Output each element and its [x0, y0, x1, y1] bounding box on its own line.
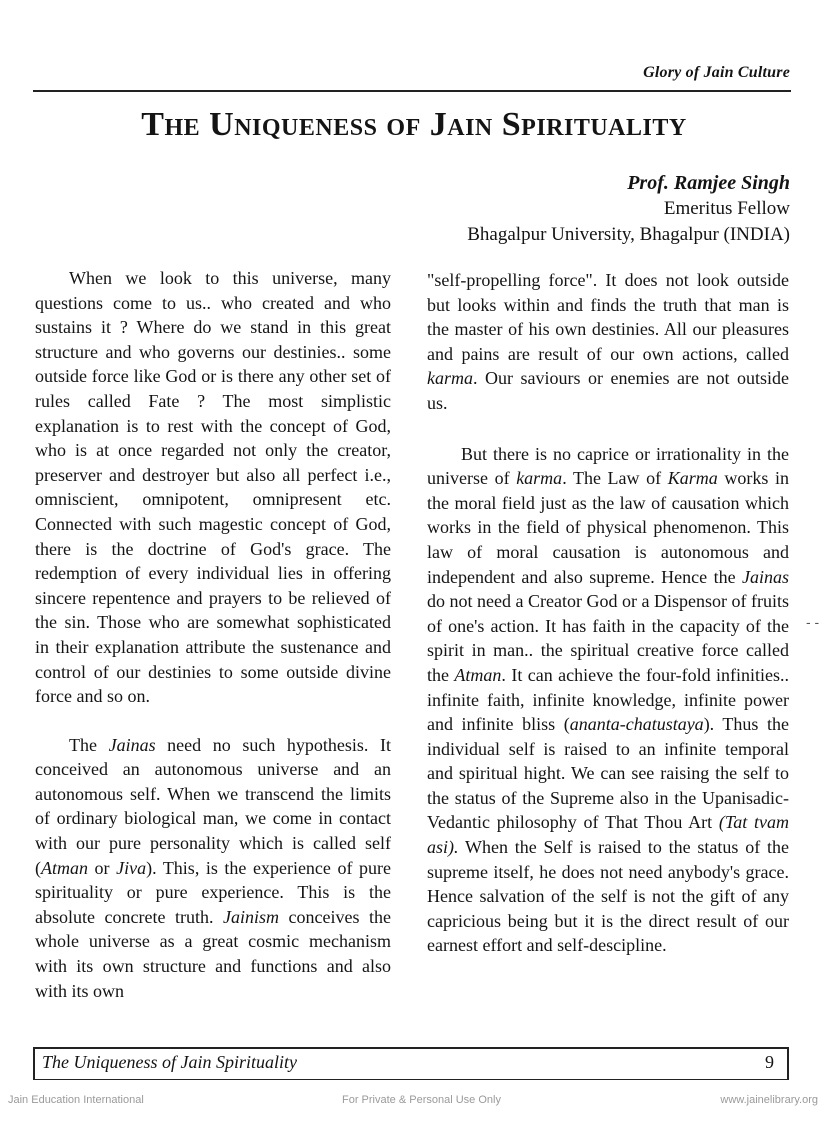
author-position: Emeritus Fellow	[663, 198, 790, 219]
author-name: Prof. Ramjee Singh	[627, 172, 790, 194]
text-run: "self-propelling force". It does not look outside but looks within and finds the truth that man is the master of his own destinies. All our pleasures and pains are result of our own actions, called	[427, 270, 789, 364]
right-column	[427, 268, 789, 982]
article-title: The Uniqueness of Jain Spirituality	[141, 106, 687, 143]
text-run: The	[69, 734, 109, 755]
text-run: do not need a Creator God or a Dispensor of fruits of one's action. It has faith in the capacity of the spirit in man.. the spiritual creative force called the	[427, 591, 789, 685]
text-run: . Our saviours or enemies are not outside us.	[427, 368, 789, 413]
italic-term: Jainas	[108, 734, 156, 755]
italic-term: (Tat tvam asi).	[427, 812, 789, 858]
text-run: ). This, is the experience of pure spirituality or pure experience. This is the absolute concrete truth.	[35, 857, 391, 927]
text-run: need no such hypothesis. It conceived an autonomous universe and an autonomous self. When we transcend the limits of ordinary biological man, we come in contact with our pure personality which is called self (	[35, 734, 392, 878]
page-number: 9	[765, 1052, 774, 1072]
left-column	[35, 266, 391, 1027]
right-paragraph-1	[427, 268, 789, 416]
author-affiliation: Bhagalpur University, Bhagalpur (INDIA)	[467, 224, 790, 245]
watermark-right: www.jainelibrary.org	[720, 1094, 818, 1106]
right-paragraph-2	[427, 442, 789, 958]
italic-term: karma	[516, 468, 563, 489]
footer-title: The Uniqueness of Jain Spirituality	[42, 1052, 297, 1072]
text-run: or	[88, 857, 117, 878]
text-run: . It can achieve the four-fold infinities.. infinite faith, infinite knowledge, infinite power and infinite bliss (	[427, 664, 789, 735]
italic-term: ananta-chatustaya	[569, 714, 704, 735]
text-run: But there is no caprice or irrationality in the universe of	[427, 443, 789, 489]
text-run: works in the moral field just as the law of causation which works in the field of physical phenomenon. This law of moral causation is autonomous and independent and also supreme. Hence the	[427, 468, 789, 587]
footer-rule	[33, 1079, 789, 1080]
author-block	[467, 170, 790, 248]
left-paragraph-1: When we look to this universe, many questions come to us.. who created and who sustains it ? Where do we stand in this great structure and who governs our destinies.. some outside force like God or is there any other set of rules called Fate ? The most simplistic explanation is to rest with the concept of God, who is at once regarded not only the creator, preserver and destroyer but also all perfect i.e., omniscient, omnipotent, omnipresent etc. Connected with such magestic concept of God, there is the doctrine of God's grace. The redemption of every individual lies in offering sincere repentence and prayers to be relieved of the sin. Those who are somewhat sophisticated in their explanation attribute the sustenance and control of our destinies to some outside divine force and so on.	[35, 268, 391, 707]
italic-term: Atman	[454, 664, 502, 685]
header-rule	[33, 90, 791, 92]
text-run: ). Thus the individual self is raised to an infinite temporal and spiritual hight. We can see raising the self to the status of the Supreme also in the Upanisadic-Vedantic philosophy of That Thou Art	[427, 714, 789, 833]
text-run: When the Self is raised to the status of the supreme itself, he does not need anybody's grace. Hence salvation of the self is not the gift of any capricious being but it is the direct result of our earnest effort and self-descipline.	[427, 837, 789, 956]
italic-term: Karma	[667, 468, 718, 489]
text-run: . The Law of	[562, 468, 668, 489]
italic-term: karma	[427, 368, 473, 389]
italic-term: Atman	[41, 857, 88, 878]
italic-term: Jainas	[742, 566, 789, 587]
margin-mark: - -	[806, 614, 820, 630]
italic-term: Jiva	[116, 857, 147, 878]
watermark-left: Jain Education International	[8, 1094, 144, 1106]
left-paragraph-2	[35, 733, 391, 1004]
text-run: conceives the whole universe as a great cosmic mechanism with its own structure and functions and also with its own	[35, 906, 391, 1001]
watermark-center: For Private & Personal Use Only	[342, 1094, 501, 1106]
italic-term: Jainism	[223, 906, 279, 927]
running-header-title: Glory of Jain Culture	[643, 64, 790, 81]
